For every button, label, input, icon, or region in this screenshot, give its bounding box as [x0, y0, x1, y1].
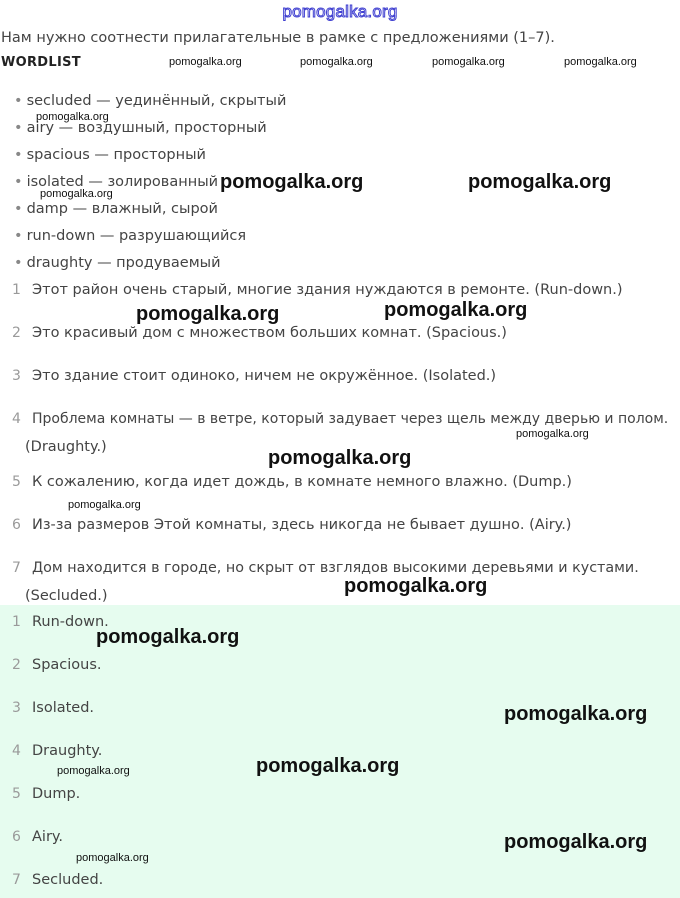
watermark: pomogalka.org	[384, 299, 528, 321]
bullet-icon: •	[14, 174, 23, 190]
answer-item	[0, 786, 680, 806]
watermark: pomogalka.org	[220, 171, 364, 193]
question-item	[0, 368, 680, 388]
question-text-continued: (Secluded.)	[25, 588, 108, 604]
answer-number: 2	[12, 657, 21, 673]
wordlist-item-text: spacious — просторный	[26, 147, 206, 163]
watermark: pomogalka.org	[268, 447, 412, 469]
wordlist-item	[14, 228, 246, 244]
answer-text: Run-down.	[32, 614, 109, 630]
question-text-continued: (Draughty.)	[25, 439, 107, 455]
question-number: 4	[12, 411, 21, 427]
question-number: 5	[12, 474, 21, 490]
wordlist-title: WORDLIST	[1, 55, 81, 70]
intro-text: Нам нужно соотнести прилагательные в рамке с предложениями (1–7).	[1, 30, 555, 46]
wordlist-item-text: damp — влажный, сырой	[26, 201, 218, 217]
watermark: pomogalka.org	[57, 765, 130, 777]
answer-number: 4	[12, 743, 21, 759]
watermark: pomogalka.org	[504, 703, 648, 725]
wordlist-item-text: secluded — уединённый, скрытый	[26, 93, 287, 109]
wordlist-item	[14, 147, 206, 163]
answer-number: 3	[12, 700, 21, 716]
watermark: pomogalka.org	[344, 575, 488, 597]
question-number: 3	[12, 368, 21, 384]
wordlist-item-text: run-down — разрушающийся	[26, 228, 247, 244]
watermark: pomogalka.org	[96, 626, 240, 648]
watermark: pomogalka.org	[40, 188, 113, 200]
question-text: Дом находится в городе, но скрыт от взглядов высокими деревьями и кустами.	[32, 560, 639, 576]
question-item	[0, 282, 680, 302]
wordlist-item	[14, 201, 218, 217]
question-number: 2	[12, 325, 21, 341]
question-item	[0, 474, 680, 494]
answer-text: Isolated.	[32, 700, 95, 716]
question-text: Этот район очень старый, многие здания нуждаются в ремонте. (Run-down.)	[32, 282, 623, 298]
watermark: pomogalka.org	[468, 171, 612, 193]
answer-text: Draughty.	[32, 743, 103, 759]
bullet-icon: •	[14, 147, 23, 163]
question-item	[0, 325, 680, 345]
watermark: pomogalka.org	[432, 56, 505, 68]
answer-item	[0, 872, 680, 892]
bullet-icon: •	[14, 228, 23, 244]
question-number: 6	[12, 517, 21, 533]
answer-number: 7	[12, 872, 21, 888]
wordlist-item	[14, 255, 221, 271]
answer-text: Secluded.	[32, 872, 104, 888]
question-number: 7	[12, 560, 21, 576]
watermark: pomogalka.org	[36, 111, 109, 123]
watermark: pomogalka.org	[136, 303, 280, 325]
answer-text: Airy.	[32, 829, 64, 845]
bullet-icon: •	[14, 120, 23, 136]
question-text: Это здание стоит одиноко, ничем не окружённое. (Isolated.)	[32, 368, 497, 384]
question-number: 1	[12, 282, 21, 298]
bullet-icon: •	[14, 201, 23, 217]
watermark: pomogalka.org	[68, 499, 141, 511]
watermark: pomogalka.org	[516, 428, 589, 440]
question-text: Из-за размеров Этой комнаты, здесь никогда не бывает душно. (Airy.)	[32, 517, 572, 533]
watermark: pomogalka.org	[169, 56, 242, 68]
watermark: pomogalka.org	[564, 56, 637, 68]
answer-text: Dump.	[32, 786, 81, 802]
answer-item	[0, 657, 680, 677]
watermark: pomogalka.org	[504, 831, 648, 853]
bullet-icon: •	[14, 255, 23, 271]
question-item	[0, 560, 680, 605]
question-text: Это красивый дом с множеством больших комнат. (Spacious.)	[32, 325, 507, 341]
wordlist-item-text: airy — воздушный, просторный	[26, 120, 267, 136]
answer-number: 6	[12, 829, 21, 845]
question-text: Проблема комнаты — в ветре, который задувает через щель между дверью и полом.	[32, 411, 669, 427]
watermark-top: pomogalka.org	[282, 2, 398, 21]
question-item	[0, 517, 680, 537]
question-text: К сожалению, когда идет дождь, в комнате немного влажно. (Dump.)	[32, 474, 572, 490]
answer-number: 5	[12, 786, 21, 802]
answer-text: Spacious.	[32, 657, 102, 673]
bullet-icon: •	[14, 93, 23, 109]
watermark: pomogalka.org	[76, 852, 149, 864]
answer-number: 1	[12, 614, 21, 630]
wordlist-item-text: isolated — золированный	[26, 174, 219, 190]
watermark: pomogalka.org	[256, 755, 400, 777]
wordlist-item	[14, 93, 286, 109]
wordlist-item-text: draughty — продуваемый	[26, 255, 221, 271]
watermark: pomogalka.org	[300, 56, 373, 68]
